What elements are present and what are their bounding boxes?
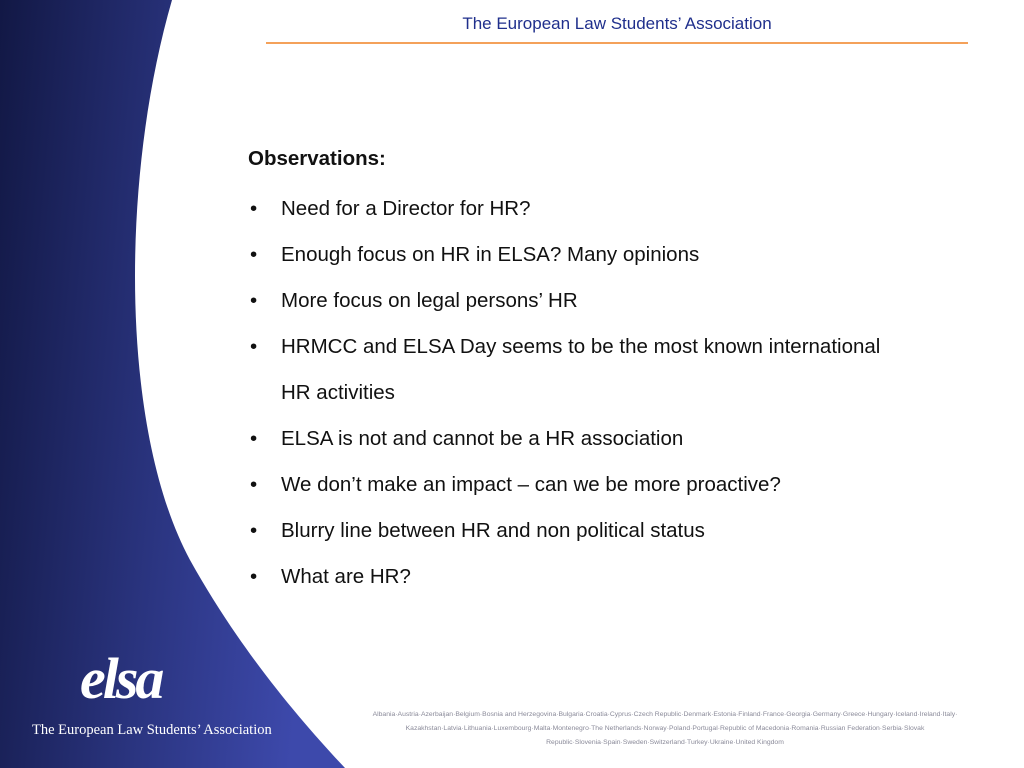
- elsa-logo: [30, 645, 270, 755]
- list-item: • ELSA is not and cannot be a HR association: [248, 416, 888, 462]
- bullet-icon: •: [250, 427, 258, 450]
- member-countries-footer: [360, 708, 970, 750]
- bullet-icon: •: [250, 519, 258, 542]
- list-item: • Blurry line between HR and non political status: [248, 508, 888, 554]
- list-item: • More focus on legal persons’ HR: [248, 278, 888, 324]
- bullet-icon: •: [250, 289, 258, 312]
- bullet-icon: •: [250, 197, 258, 220]
- logo-wordmark: elsa: [80, 646, 162, 711]
- bullet-icon: •: [250, 243, 258, 266]
- list-item: • HRMCC and ELSA Day seems to be the most known international HR activities: [248, 324, 888, 416]
- countries-line: Albania·Austria·Azerbaijan·Belgium·Bosnia and Herzegovina·Bulgaria·Croatia·Cyprus·Czech Republic·Denmark·Estonia·Finland·France·Georgia·Germany·Greece·Hungary·Iceland·Ireland·Italy·: [372, 711, 958, 718]
- header-divider: [266, 42, 968, 44]
- observations-heading: Observations:: [248, 147, 386, 170]
- countries-line: Kazakhstan·Latvia·Lithuania·Luxembourg·Malta·Montenegro·The Netherlands·Norway·Poland·Portugal·Republic of Macedonia·Romania·Russian Federation·Serbia·Slovak: [405, 725, 925, 732]
- list-item: • What are HR?: [248, 554, 888, 600]
- countries-line: Republic·Slovenia·Spain·Sweden·Switzerland·Turkey·Ukraine·United Kingdom: [546, 739, 784, 746]
- logo-caption: The European Law Students’ Association: [32, 722, 272, 738]
- observations-list: [248, 186, 888, 600]
- list-item: • Enough focus on HR in ELSA? Many opinions: [248, 232, 888, 278]
- list-item: • Need for a Director for HR?: [248, 186, 888, 232]
- list-item: • We don’t make an impact – can we be more proactive?: [248, 462, 888, 508]
- header-title: The European Law Students’ Association: [462, 14, 772, 33]
- bullet-icon: •: [250, 565, 258, 588]
- bullet-icon: •: [250, 335, 258, 358]
- bullet-icon: •: [250, 473, 258, 496]
- slide-content: [248, 140, 888, 600]
